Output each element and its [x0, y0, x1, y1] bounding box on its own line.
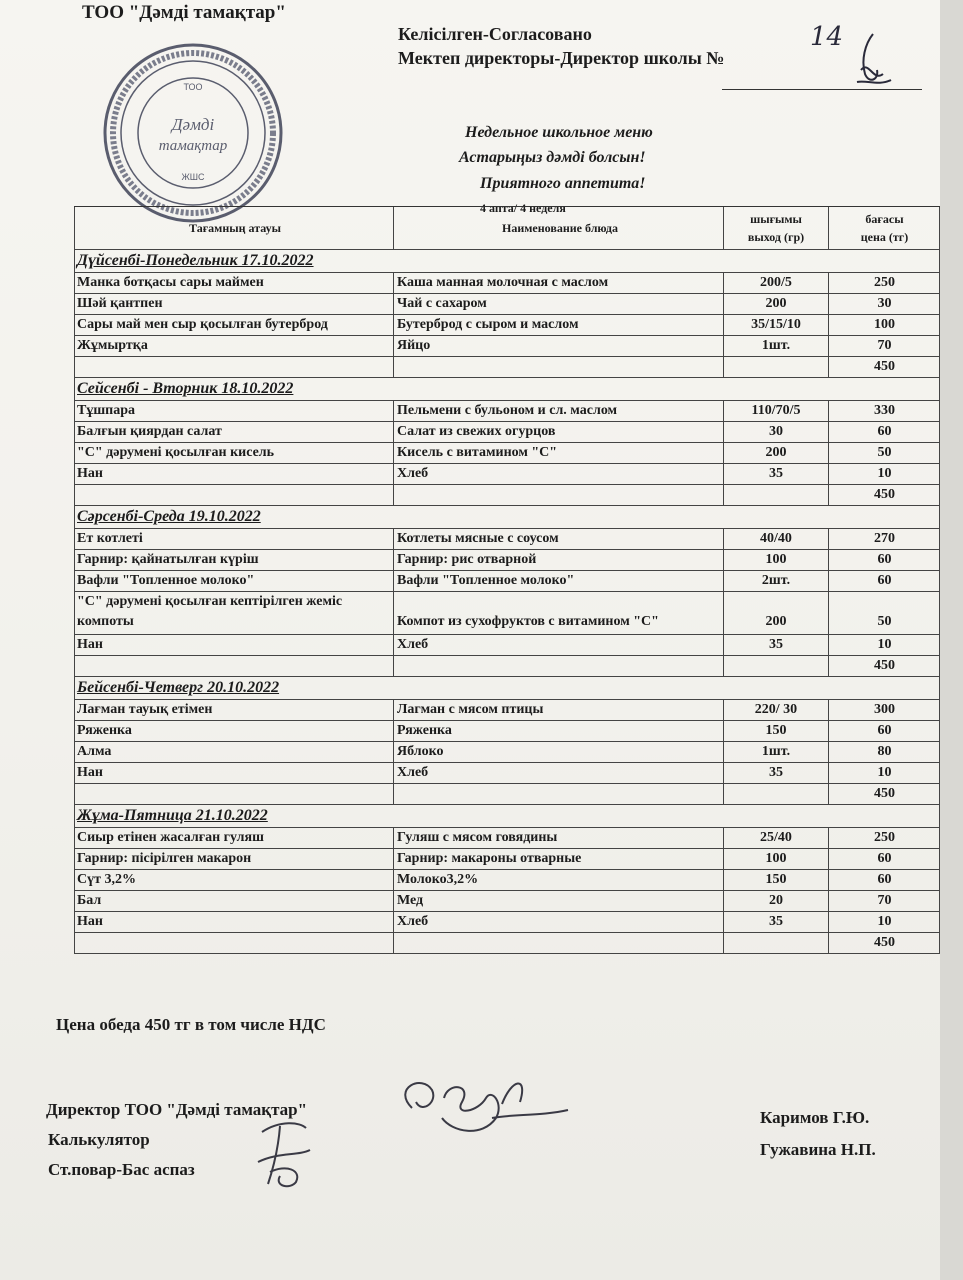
header-price: бағасы цена (тг): [860, 212, 909, 244]
dish-price: 50: [877, 445, 892, 460]
dish-name-kz: Нан: [74, 912, 394, 932]
header-ru-name: Наименование блюда: [394, 207, 724, 249]
dish-name-kz: Сары май мен сыр қосылған бутерброд: [74, 315, 394, 335]
dish-price: 60: [877, 723, 892, 738]
table-row: [74, 529, 940, 550]
dish-output: 2шт.: [724, 571, 829, 591]
dish-output: 35: [724, 912, 829, 932]
dish-name-kz: "С" дәрумені қосылған кисель: [74, 443, 394, 463]
dish-price: 60: [877, 573, 892, 588]
total-empty-ru: [394, 656, 724, 676]
dish-output: 35: [724, 763, 829, 783]
table-header: [74, 206, 940, 250]
dish-name-kz: Вафли "Топленное молоко": [74, 571, 394, 591]
calculator-label: Калькулятор: [48, 1130, 150, 1149]
dish-price: 250: [874, 275, 895, 290]
total-empty-kz: [74, 784, 394, 804]
dish-price: 250: [874, 830, 895, 845]
dish-name-kz: Алма: [74, 742, 394, 762]
dish-name-ru: Гуляш с мясом говядины: [394, 828, 724, 848]
dish-output: 20: [724, 891, 829, 911]
dish-name-ru: Пельмени с бульоном и сл. маслом: [394, 401, 724, 421]
dish-name-kz: Нан: [74, 635, 394, 655]
stamp-bottom-text: ЖШС: [181, 172, 205, 182]
dish-price: 10: [877, 466, 892, 481]
chef-label: Ст.повар-Бас аспаз: [48, 1160, 195, 1179]
dish-price: 270: [874, 531, 895, 546]
dish-name-kz: "С" дәрумені қосылған кептірілген жеміс компоты: [74, 592, 394, 634]
table-row: [74, 891, 940, 912]
dish-output: 110/70/5: [724, 401, 829, 421]
table-row: [74, 828, 940, 849]
total-empty-output: [724, 933, 829, 953]
table-row: [74, 849, 940, 870]
dish-name-ru: Котлеты мясные с соусом: [394, 529, 724, 549]
table-row: [74, 912, 940, 933]
dish-price: 50: [877, 614, 892, 629]
table-row: [74, 401, 940, 422]
dish-output: 30: [724, 422, 829, 442]
menu-table: [74, 206, 940, 954]
dish-price: 60: [877, 424, 892, 439]
stamp-center-line1: Дәмді: [171, 115, 215, 134]
dish-output: 220/ 30: [724, 700, 829, 720]
day-row: [74, 677, 940, 700]
day-row: [74, 506, 940, 529]
dish-output: 200/5: [724, 273, 829, 293]
table-row: [74, 422, 940, 443]
dish-name-ru: Молоко3,2%: [394, 870, 724, 890]
menu-title: Недельное школьное меню: [465, 124, 653, 141]
dish-name-ru: Гарнир: рис отварной: [394, 550, 724, 570]
dish-output: 1шт.: [724, 336, 829, 356]
table-row: [74, 763, 940, 784]
dish-name-ru: Салат из свежих огурцов: [394, 422, 724, 442]
total-empty-ru: [394, 485, 724, 505]
table-row: [74, 592, 940, 635]
day-title: Дүйсенбі-Понедельник 17.10.2022: [77, 252, 314, 269]
stamp-top-text: ТОО: [183, 82, 203, 92]
agreed-label: Келісілген-Согласовано: [398, 24, 592, 44]
day-total-row: [74, 656, 940, 677]
dish-price: 10: [877, 637, 892, 652]
dish-name-ru: Хлеб: [394, 763, 724, 783]
calculator-signature: [250, 1112, 320, 1192]
table-row: [74, 700, 940, 721]
day-total: 450: [874, 359, 895, 374]
dish-price: 70: [877, 893, 892, 908]
table-row: [74, 443, 940, 464]
day-row: [74, 250, 940, 273]
dish-output: 1шт.: [724, 742, 829, 762]
day-total-row: [74, 357, 940, 378]
dish-output: 200: [724, 443, 829, 463]
dish-price: 60: [877, 552, 892, 567]
day-row: [74, 805, 940, 828]
director-signature-top: [835, 30, 895, 92]
dish-output: 200: [724, 294, 829, 314]
day-title: Жұма-Пятница 21.10.2022: [77, 807, 268, 824]
dish-name-ru: Кисель с витамином "С": [394, 443, 724, 463]
table-row: [74, 550, 940, 571]
dish-name-kz: Ет котлеті: [74, 529, 394, 549]
dish-price: 80: [877, 744, 892, 759]
header-output: шығымы выход (гр): [724, 207, 829, 249]
director-name: Каримов Г.Ю.: [760, 1108, 870, 1127]
table-row: [74, 571, 940, 592]
table-row: [74, 273, 940, 294]
day-total-row: [74, 784, 940, 805]
school-number-handwritten: 14: [810, 22, 844, 52]
dish-output: 35/15/10: [724, 315, 829, 335]
table-row: [74, 294, 940, 315]
dish-output: 100: [724, 849, 829, 869]
director-label: Директор ТОО "Дәмді тамақтар": [46, 1100, 308, 1119]
day-row: [74, 378, 940, 401]
dish-name-ru: Лагман с мясом птицы: [394, 700, 724, 720]
day-total: 450: [874, 487, 895, 502]
dish-name-kz: Лағман тауық етімен: [74, 700, 394, 720]
table-row: [74, 336, 940, 357]
table-row: [74, 464, 940, 485]
total-empty-ru: [394, 357, 724, 377]
dish-price: 10: [877, 914, 892, 929]
day-title: Сейсенбі - Вторник 18.10.2022: [77, 380, 294, 397]
dish-name-kz: Ряженка: [74, 721, 394, 741]
day-title: Сәрсенбі-Среда 19.10.2022: [77, 508, 261, 525]
dish-name-kz: Нан: [74, 464, 394, 484]
total-empty-output: [724, 656, 829, 676]
dish-price: 60: [877, 851, 892, 866]
day-title: Бейсенбі-Четверг 20.10.2022: [77, 679, 280, 696]
dish-name-ru: Каша манная молочная с маслом: [394, 273, 724, 293]
director-signature: [392, 1068, 582, 1153]
dish-output: 200: [724, 592, 829, 634]
price-note: Цена обеда 450 тг в том числе НДС: [56, 1015, 326, 1034]
total-empty-output: [724, 357, 829, 377]
school-director-label: Мектеп директоры-Директор школы №: [398, 48, 725, 68]
chef-name: Гужавина Н.П.: [760, 1140, 876, 1159]
dish-name-kz: Шәй қантпен: [74, 294, 394, 314]
table-row: [74, 870, 940, 891]
table-row: [74, 315, 940, 336]
dish-output: 25/40: [724, 828, 829, 848]
dish-name-ru: Гарнир: макароны отварные: [394, 849, 724, 869]
total-empty-kz: [74, 485, 394, 505]
day-total: 450: [874, 658, 895, 673]
dish-name-kz: Жұмыртқа: [74, 336, 394, 356]
total-empty-output: [724, 784, 829, 804]
dish-price: 70: [877, 338, 892, 353]
dish-name-ru: Мед: [394, 891, 724, 911]
dish-output: 35: [724, 464, 829, 484]
dish-price: 10: [877, 765, 892, 780]
dish-output: 150: [724, 721, 829, 741]
total-empty-ru: [394, 784, 724, 804]
total-empty-ru: [394, 933, 724, 953]
dish-output: 40/40: [724, 529, 829, 549]
day-total: 450: [874, 786, 895, 801]
dish-name-ru: Хлеб: [394, 912, 724, 932]
total-empty-kz: [74, 933, 394, 953]
total-empty-output: [724, 485, 829, 505]
dish-name-kz: Гарнир: пісірілген макарон: [74, 849, 394, 869]
day-total-row: [74, 933, 940, 954]
dish-name-ru: Яйцо: [394, 336, 724, 356]
dish-name-kz: Гарнир: қайнатылған күріш: [74, 550, 394, 570]
dish-name-ru: Вафли "Топленное молоко": [394, 571, 724, 591]
day-total: 450: [874, 935, 895, 950]
header-kz-name: Тағамның атауы: [74, 207, 394, 249]
dish-name-kz: Сиыр етінен жасалған гуляш: [74, 828, 394, 848]
dish-name-kz: Манка ботқасы сары маймен: [74, 273, 394, 293]
company-name: ТОО "Дәмді тамақтар": [82, 2, 286, 23]
dish-name-kz: Бал: [74, 891, 394, 911]
dish-name-kz: Балғын қиярдан салат: [74, 422, 394, 442]
dish-name-kz: Нан: [74, 763, 394, 783]
menu-greeting-ru: Приятного аппетита!: [480, 175, 646, 192]
dish-name-ru: Компот из сухофруктов с витамином "С": [394, 592, 724, 634]
total-empty-kz: [74, 357, 394, 377]
week-label: 4 апта/ 4 неделя: [480, 201, 566, 215]
stamp-center-line2: тамақтар: [158, 138, 228, 154]
dish-price: 100: [874, 317, 895, 332]
dish-name-ru: Чай с сахаром: [394, 294, 724, 314]
table-row: [74, 721, 940, 742]
dish-price: 330: [874, 403, 895, 418]
total-empty-kz: [74, 656, 394, 676]
dish-output: 35: [724, 635, 829, 655]
company-stamp: [98, 38, 288, 228]
day-total-row: [74, 485, 940, 506]
dish-name-kz: Тұшпара: [74, 401, 394, 421]
dish-name-ru: Ряженка: [394, 721, 724, 741]
dish-output: 100: [724, 550, 829, 570]
menu-greeting-kz: Астарыңыз дәмді болсын!: [459, 149, 646, 166]
dish-price: 300: [874, 702, 895, 717]
dish-name-ru: Яблоко: [394, 742, 724, 762]
dish-name-ru: Хлеб: [394, 635, 724, 655]
dish-name-ru: Хлеб: [394, 464, 724, 484]
dish-price: 60: [877, 872, 892, 887]
dish-name-ru: Бутерброд с сыром и маслом: [394, 315, 724, 335]
dish-output: 150: [724, 870, 829, 890]
dish-name-kz: Сүт 3,2%: [74, 870, 394, 890]
dish-price: 30: [877, 296, 892, 311]
table-row: [74, 635, 940, 656]
table-row: [74, 742, 940, 763]
